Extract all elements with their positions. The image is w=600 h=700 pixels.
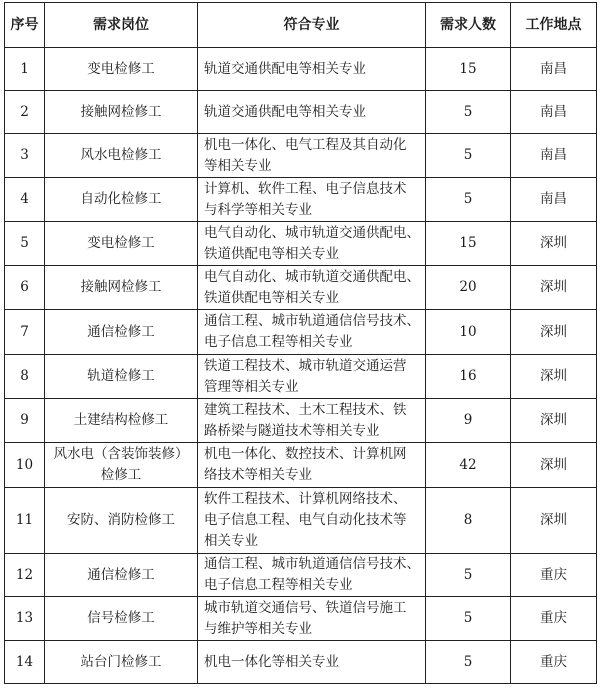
cell-count: 42 bbox=[426, 443, 511, 488]
cell-line: 机电一体化、电气工程及其自动化 bbox=[204, 136, 407, 153]
cell-position bbox=[45, 443, 198, 488]
cell-line: 等相关专业 bbox=[204, 157, 272, 174]
cell-major bbox=[198, 641, 426, 684]
cell-major bbox=[198, 222, 426, 266]
header-no: 序号 bbox=[5, 3, 45, 48]
cell-position: 风水电检修工 bbox=[45, 134, 198, 178]
cell-position: 信号检修工 bbox=[45, 597, 198, 641]
cell-location: 深圳 bbox=[511, 399, 597, 443]
cell-major bbox=[198, 310, 426, 355]
cell-no: 9 bbox=[5, 399, 45, 443]
cell-no: 1 bbox=[5, 48, 45, 91]
header-location: 工作地点 bbox=[511, 3, 597, 48]
cell-location: 南昌 bbox=[511, 48, 597, 91]
cell-major bbox=[198, 178, 426, 222]
cell-line: 机电一体化等相关专业 bbox=[204, 653, 339, 670]
cell-line: 与维护等相关专业 bbox=[204, 620, 312, 637]
cell-position: 站台门检修工 bbox=[45, 641, 198, 684]
cell-no: 6 bbox=[5, 266, 45, 310]
cell-position: 轨道检修工 bbox=[45, 355, 198, 399]
cell-location: 南昌 bbox=[511, 91, 597, 134]
recruitment-table bbox=[4, 2, 597, 684]
header-position: 需求岗位 bbox=[45, 3, 198, 48]
table-row bbox=[5, 399, 597, 443]
cell-line: 城市轨道交通信号、铁道信号施工 bbox=[204, 599, 407, 616]
table-row bbox=[5, 178, 597, 222]
cell-line: 计算机、软件工程、电子信息技术 bbox=[204, 180, 407, 197]
cell-major bbox=[198, 355, 426, 399]
cell-major bbox=[198, 443, 426, 488]
cell-line: 电气自动化、城市轨道交通供配电、 bbox=[204, 224, 420, 241]
cell-line: 轨道交通供配电等相关专业 bbox=[204, 60, 366, 77]
table-header-row bbox=[5, 3, 597, 48]
cell-position: 变电检修工 bbox=[45, 48, 198, 91]
cell-count: 10 bbox=[426, 310, 511, 355]
cell-location: 深圳 bbox=[511, 222, 597, 266]
cell-major bbox=[198, 597, 426, 641]
cell-location: 深圳 bbox=[511, 310, 597, 355]
table-row bbox=[5, 266, 597, 310]
table-row bbox=[5, 222, 597, 266]
table-row bbox=[5, 91, 597, 134]
cell-position: 接触网检修工 bbox=[45, 91, 198, 134]
table-row bbox=[5, 355, 597, 399]
cell-no: 3 bbox=[5, 134, 45, 178]
cell-no: 10 bbox=[5, 443, 45, 488]
cell-position: 安防、消防检修工 bbox=[45, 488, 198, 554]
header-major: 符合专业 bbox=[198, 3, 426, 48]
cell-major bbox=[198, 91, 426, 134]
cell-count: 5 bbox=[426, 554, 511, 597]
cell-location: 重庆 bbox=[511, 641, 597, 684]
table-row bbox=[5, 48, 597, 91]
cell-count: 15 bbox=[426, 48, 511, 91]
cell-location: 深圳 bbox=[511, 443, 597, 488]
cell-count: 5 bbox=[426, 134, 511, 178]
cell-major bbox=[198, 266, 426, 310]
cell-no: 13 bbox=[5, 597, 45, 641]
cell-line: 检修工 bbox=[100, 467, 142, 483]
cell-line: 软件工程技术、计算机网络技术、 bbox=[204, 491, 407, 507]
table-body bbox=[5, 48, 597, 684]
cell-line: 通信工程、城市轨道通信信号技术、 bbox=[204, 313, 420, 329]
cell-count: 8 bbox=[426, 488, 511, 554]
cell-line: 轨道交通供配电等相关专业 bbox=[204, 103, 366, 120]
cell-line: 铁道工程技术、城市轨道交通运营 bbox=[204, 357, 407, 374]
cell-major bbox=[198, 488, 426, 554]
cell-no: 5 bbox=[5, 222, 45, 266]
table-row bbox=[5, 597, 597, 641]
cell-position: 接触网检修工 bbox=[45, 266, 198, 310]
cell-position: 通信检修工 bbox=[45, 554, 198, 597]
cell-line: 建筑工程技术、土木工程技术、铁 bbox=[204, 401, 407, 418]
cell-position: 自动化检修工 bbox=[45, 178, 198, 222]
cell-location: 重庆 bbox=[511, 597, 597, 641]
cell-line: 电子信息工程等相关专业 bbox=[204, 334, 353, 350]
cell-no: 7 bbox=[5, 310, 45, 355]
cell-line: 铁道供配电等相关专业 bbox=[204, 245, 339, 262]
table-row bbox=[5, 641, 597, 684]
cell-major bbox=[198, 554, 426, 597]
cell-no: 14 bbox=[5, 641, 45, 684]
cell-line: 机电一体化、数控技术、计算机网 bbox=[204, 446, 407, 462]
cell-position: 通信检修工 bbox=[45, 310, 198, 355]
table-row bbox=[5, 488, 597, 554]
cell-line: 电子信息工程、电气自动化技术等 bbox=[204, 512, 407, 528]
cell-line: 通信工程、城市轨道通信信号技术、 bbox=[204, 556, 420, 572]
cell-count: 5 bbox=[426, 91, 511, 134]
cell-count: 5 bbox=[426, 641, 511, 684]
table-row bbox=[5, 443, 597, 488]
cell-line: 铁道供配电等相关专业 bbox=[204, 289, 339, 306]
cell-no: 11 bbox=[5, 488, 45, 554]
cell-location: 深圳 bbox=[511, 266, 597, 310]
cell-no: 4 bbox=[5, 178, 45, 222]
recruitment-table-container bbox=[4, 2, 596, 684]
cell-line: 电气自动化、城市轨道交通供配电、 bbox=[204, 268, 420, 285]
table-row bbox=[5, 554, 597, 597]
cell-line: 管理等相关专业 bbox=[204, 378, 299, 395]
cell-count: 20 bbox=[426, 266, 511, 310]
cell-no: 8 bbox=[5, 355, 45, 399]
cell-count: 5 bbox=[426, 597, 511, 641]
cell-no: 2 bbox=[5, 91, 45, 134]
cell-location: 南昌 bbox=[511, 134, 597, 178]
cell-count: 16 bbox=[426, 355, 511, 399]
cell-major bbox=[198, 399, 426, 443]
cell-line: 路桥梁与隧道技术等相关专业 bbox=[204, 422, 380, 439]
cell-line: 相关专业 bbox=[204, 533, 258, 549]
header-count: 需求人数 bbox=[426, 3, 511, 48]
table-row bbox=[5, 310, 597, 355]
cell-line: 电子信息工程等相关专业 bbox=[204, 577, 353, 593]
cell-location: 深圳 bbox=[511, 488, 597, 554]
cell-position: 变电检修工 bbox=[45, 222, 198, 266]
cell-major bbox=[198, 134, 426, 178]
cell-location: 重庆 bbox=[511, 554, 597, 597]
cell-line: 与科学等相关专业 bbox=[204, 201, 312, 218]
cell-major bbox=[198, 48, 426, 91]
cell-line: 络技术等相关专业 bbox=[204, 467, 312, 483]
cell-line: 风水电（含装饰装修） bbox=[53, 446, 189, 462]
cell-count: 9 bbox=[426, 399, 511, 443]
cell-count: 5 bbox=[426, 178, 511, 222]
cell-count: 15 bbox=[426, 222, 511, 266]
cell-no: 12 bbox=[5, 554, 45, 597]
cell-location: 深圳 bbox=[511, 355, 597, 399]
cell-position: 土建结构检修工 bbox=[45, 399, 198, 443]
table-row bbox=[5, 134, 597, 178]
cell-location: 南昌 bbox=[511, 178, 597, 222]
